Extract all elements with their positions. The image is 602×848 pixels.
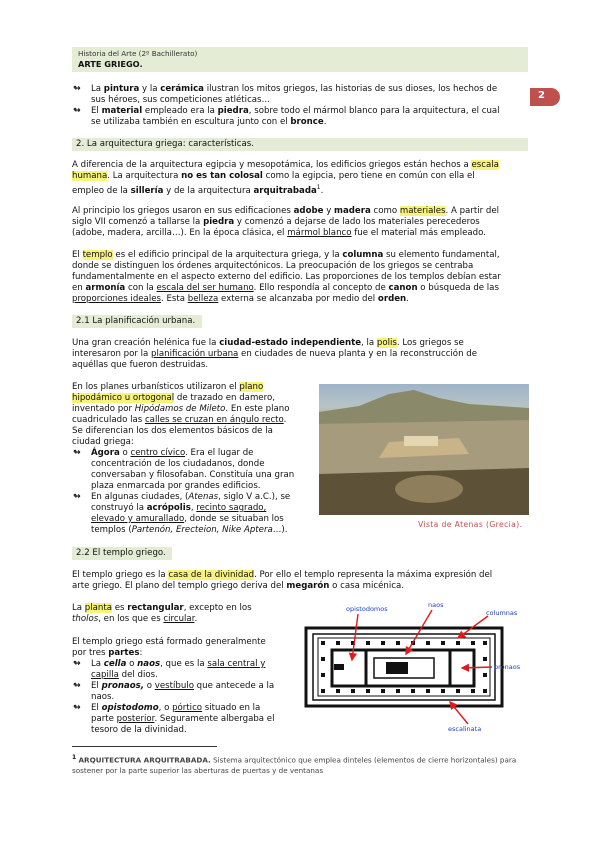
section-heading-2-2: 2.2 El templo griego.: [72, 547, 172, 560]
page-number: 2: [538, 90, 545, 101]
bullet-arrow-icon: ↬: [73, 84, 81, 94]
label-naos: naos: [428, 601, 444, 609]
label-opistodomos: opistodomos: [346, 605, 388, 613]
bullet-arrow-icon: ↬: [73, 492, 81, 502]
intro-bullet-2: El material empleado era la piedra, sobre todo el mármol blanco para la arquitectura, el cual se utilizaba también en escultura junto con el bronce.: [91, 106, 500, 127]
course-label: Historia del Arte (2º Bachillerato): [78, 49, 198, 58]
intro-bullet-1: La pintura y la cerámica ilustran los mitos griegos, las historias de sus dioses, los hechos de sus héroes, sus competiciones atléticas…: [91, 84, 498, 105]
bullet-arrow-icon: ↬: [73, 106, 81, 116]
document-title: ARTE GRIEGO.: [78, 59, 143, 69]
label-pronaos: pronaos: [494, 663, 521, 671]
paragraph-plan: La planta es rectangular, excepto en los tholos, en los que es circular.: [72, 603, 252, 624]
athens-photo: [319, 384, 529, 515]
section-heading-2-1: 2.1 La planificación urbana.: [72, 315, 202, 328]
temple-plan-diagram: [300, 598, 532, 736]
paragraph-parts: El templo griego está formado generalmente por tres partes:: [72, 637, 266, 658]
label-columnas: columnas: [486, 609, 518, 617]
bullet-cella: La cella o naos, que es la sala central y capilla del dios.: [91, 659, 266, 680]
bullet-arrow-icon: ↬: [73, 448, 81, 458]
section-heading-2: 2. La arquitectura griega: características.: [72, 138, 528, 151]
paragraph-urban-plan: En los planes urbanísticos utilizaron el plano hipodámico u ortogonal de trazado en damero, inventado por Hipódamos de Mileto. En este plano cuadriculado las calles se cruzan en ángulo recto. Se diferencian los dos elementos básicos de la ciudad griega:: [72, 382, 290, 447]
label-escalinata: escalinata: [448, 725, 482, 733]
bullet-pronaos: El pronaos, o vestíbulo que antecede a la naos.: [91, 681, 275, 702]
bullet-arrow-icon: ↬: [73, 659, 81, 669]
paragraph-scale: A diferencia de la arquitectura egipcia y mesopotámica, los edificios griegos están hechos a escala humana. La arquitectura no es tan colosal como la egipcia, pero tiene en común con ella el empleo de la sillería y de la arquitectura arquitrabada$^1$.: [72, 160, 499, 196]
paragraph-temple: El templo es el edificio principal de la arquitectura griega, y la columna su elemento fundamental, donde se distinguen los órdenes arquitectónicos. La preocupación de los griegos se centraba fundamentalmente en el aspecto externo del edificio. Las proporciones de los templos debían estar en armonía con la escala del ser humano. Ello respondía al concepto de canon o búsqueda de las proporciones ideales. Esta belleza externa se alcanzaba por medio del orden.: [72, 250, 501, 304]
page-number-tab: [530, 88, 560, 106]
paragraph-polis: Una gran creación helénica fue la ciudad-estado independiente, la polis. Los griegos se interesaron por la planificación urbana en ciudades de nueva planta y en la reconstrucción de aquéllas que fueron destruidas.: [72, 338, 477, 370]
footnote-divider: [72, 746, 217, 747]
footnote: $^1$ ARQUITECTURA ARQUITRABADA. Sistema arquitectónico que emplea dinteles (elementos de cierre horizontales) para sostener por la parte superior las aberturas de puertas y de ventanas: [72, 754, 517, 776]
bullet-agora: Ágora o centro cívico. Era el lugar de concentración de los ciudadanos, donde conversaban y filosofaban. Constituía una gran plaza enmarcada por grandes edificios.: [91, 448, 295, 491]
photo-caption: Vista de Atenas (Grecia).: [418, 520, 523, 529]
paragraph-divinity: El templo griego es la casa de la divinidad. Por ello el templo representa la máxima expresión del arte griego. El plano del templo griego deriva del megarón o casa micénica.: [72, 570, 493, 591]
bullet-opistodomo: El opistodomo, o pórtico situado en la parte posterior. Seguramente albergaba el tesoro de la divinidad.: [91, 703, 275, 735]
document-header: [72, 47, 528, 72]
paragraph-materials: Al principio los griegos usaron en sus edificaciones adobe y madera como materiales. A partir del siglo VII comenzó a tallarse la piedra y comenzó a dejarse de lado los materiales perecederos (adobe, madera, arcilla…). En la época clásica, el mármol blanco fue el material más empleado.: [72, 206, 500, 238]
bullet-arrow-icon: ↬: [73, 681, 81, 691]
bullet-arrow-icon: ↬: [73, 703, 81, 713]
bullet-acropolis: En algunas ciudades, (Atenas, siglo V a.C.), se construyó la acrópolis, recinto sagrado, elevado y amurallado, donde se situaban los templos (Partenón, Erecteion, Nike Aptera…).: [91, 492, 291, 535]
